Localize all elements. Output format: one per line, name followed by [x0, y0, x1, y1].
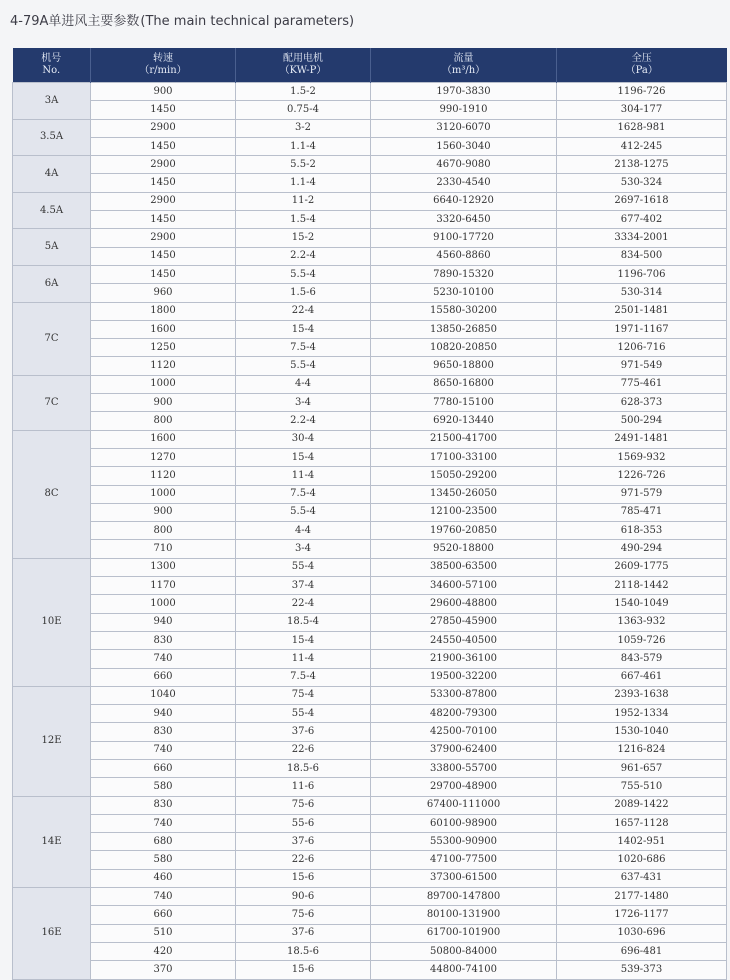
table-row	[13, 540, 727, 558]
motor-cell: 18.5-6	[236, 759, 371, 777]
speed-cell: 1450	[91, 247, 236, 265]
motor-cell: 11-2	[236, 192, 371, 210]
motor-cell: 1.5-4	[236, 211, 371, 229]
pressure-cell: 667-461	[557, 668, 727, 686]
speed-cell: 900	[91, 83, 236, 101]
speed-cell: 1600	[91, 430, 236, 448]
motor-cell: 37-6	[236, 924, 371, 942]
flow-cell: 13850-26850	[371, 320, 557, 338]
motor-cell: 15-6	[236, 961, 371, 979]
pressure-cell: 961-657	[557, 759, 727, 777]
speed-cell: 740	[91, 814, 236, 832]
speed-cell: 1450	[91, 137, 236, 155]
model-number-cell: 6A	[13, 265, 91, 302]
table-row	[13, 485, 727, 503]
table-row	[13, 924, 727, 942]
motor-cell: 2.2-4	[236, 412, 371, 430]
table-body	[13, 83, 727, 980]
table-row	[13, 705, 727, 723]
speed-cell: 1170	[91, 577, 236, 595]
motor-cell: 5.5-2	[236, 156, 371, 174]
speed-cell: 1120	[91, 467, 236, 485]
flow-cell: 34600-57100	[371, 577, 557, 595]
pressure-cell: 2501-1481	[557, 302, 727, 320]
motor-cell: 2.2-4	[236, 247, 371, 265]
speed-cell: 660	[91, 759, 236, 777]
pressure-cell: 696-481	[557, 942, 727, 960]
pressure-cell: 1971-1167	[557, 320, 727, 338]
motor-cell: 0.75-4	[236, 101, 371, 119]
pressure-cell: 1020-686	[557, 851, 727, 869]
pressure-cell: 539-373	[557, 961, 727, 979]
speed-cell: 510	[91, 924, 236, 942]
speed-cell: 680	[91, 833, 236, 851]
pressure-cell: 3334-2001	[557, 229, 727, 247]
page-title	[10, 10, 354, 29]
motor-cell: 30-4	[236, 430, 371, 448]
speed-cell: 420	[91, 942, 236, 960]
motor-cell: 37-6	[236, 833, 371, 851]
model-number-cell: 7C	[13, 375, 91, 430]
pressure-cell: 1628-981	[557, 119, 727, 137]
model-number-cell: 16E	[13, 888, 91, 979]
pressure-cell: 1657-1128	[557, 814, 727, 832]
table-row	[13, 247, 727, 265]
table-row	[13, 869, 727, 887]
flow-cell: 2330-4540	[371, 174, 557, 192]
speed-cell: 2900	[91, 229, 236, 247]
pressure-cell: 1402-951	[557, 833, 727, 851]
motor-cell: 11-4	[236, 467, 371, 485]
speed-cell: 1040	[91, 686, 236, 704]
table-row	[13, 558, 727, 576]
table-row	[13, 942, 727, 960]
pressure-cell: 1059-726	[557, 631, 727, 649]
motor-cell: 37-4	[236, 577, 371, 595]
pressure-cell: 412-245	[557, 137, 727, 155]
table-row	[13, 174, 727, 192]
pressure-cell: 785-471	[557, 503, 727, 521]
motor-cell: 75-6	[236, 906, 371, 924]
flow-cell: 8650-16800	[371, 375, 557, 393]
motor-cell: 5.5-4	[236, 265, 371, 283]
pressure-cell: 755-510	[557, 778, 727, 796]
speed-cell: 900	[91, 503, 236, 521]
speed-cell: 1250	[91, 339, 236, 357]
speed-cell: 2900	[91, 192, 236, 210]
speed-cell: 1450	[91, 174, 236, 192]
speed-cell: 940	[91, 613, 236, 631]
motor-cell: 75-4	[236, 686, 371, 704]
pressure-cell: 1726-1177	[557, 906, 727, 924]
table-row	[13, 577, 727, 595]
flow-cell: 50800-84000	[371, 942, 557, 960]
pressure-cell: 1196-726	[557, 83, 727, 101]
flow-cell: 4560-8860	[371, 247, 557, 265]
flow-cell: 55300-90900	[371, 833, 557, 851]
speed-cell: 2900	[91, 156, 236, 174]
flow-cell: 60100-98900	[371, 814, 557, 832]
speed-cell: 900	[91, 394, 236, 412]
speed-cell: 1120	[91, 357, 236, 375]
pressure-cell: 775-461	[557, 375, 727, 393]
table-row	[13, 320, 727, 338]
motor-cell: 15-6	[236, 869, 371, 887]
model-number-cell: 8C	[13, 430, 91, 558]
pressure-cell: 628-373	[557, 394, 727, 412]
flow-cell: 38500-63500	[371, 558, 557, 576]
flow-cell: 21900-36100	[371, 650, 557, 668]
table-row	[13, 375, 727, 393]
pressure-cell: 834-500	[557, 247, 727, 265]
table-row	[13, 906, 727, 924]
flow-cell: 33800-55700	[371, 759, 557, 777]
table-row	[13, 430, 727, 448]
speed-cell: 2900	[91, 119, 236, 137]
pressure-cell: 971-549	[557, 357, 727, 375]
speed-cell: 740	[91, 650, 236, 668]
table-row	[13, 796, 727, 814]
table-row	[13, 522, 727, 540]
flow-cell: 5230-10100	[371, 284, 557, 302]
header-no: 机号 No.	[13, 48, 91, 83]
pressure-cell: 530-314	[557, 284, 727, 302]
speed-cell: 830	[91, 796, 236, 814]
header-pressure: 全压 （Pa）	[557, 48, 727, 83]
flow-cell: 44800-74100	[371, 961, 557, 979]
speed-cell: 740	[91, 741, 236, 759]
pressure-cell: 971-579	[557, 485, 727, 503]
speed-cell: 460	[91, 869, 236, 887]
motor-cell: 1.5-6	[236, 284, 371, 302]
model-number-cell: 3.5A	[13, 119, 91, 156]
pressure-cell: 2609-1775	[557, 558, 727, 576]
flow-cell: 4670-9080	[371, 156, 557, 174]
speed-cell: 800	[91, 412, 236, 430]
flow-cell: 61700-101900	[371, 924, 557, 942]
table-row	[13, 778, 727, 796]
header-motor: 配用电机 （KW-P）	[236, 48, 371, 83]
motor-cell: 3-4	[236, 394, 371, 412]
table-row	[13, 302, 727, 320]
speed-cell: 940	[91, 705, 236, 723]
table-row	[13, 741, 727, 759]
flow-cell: 29700-48900	[371, 778, 557, 796]
speed-cell: 710	[91, 540, 236, 558]
flow-cell: 24550-40500	[371, 631, 557, 649]
flow-cell: 21500-41700	[371, 430, 557, 448]
parameters-table	[12, 48, 727, 980]
table-row	[13, 265, 727, 283]
motor-cell: 55-4	[236, 558, 371, 576]
pressure-cell: 304-177	[557, 101, 727, 119]
motor-cell: 37-6	[236, 723, 371, 741]
pressure-cell: 2118-1442	[557, 577, 727, 595]
pressure-cell: 1540-1049	[557, 595, 727, 613]
speed-cell: 660	[91, 668, 236, 686]
motor-cell: 1.5-2	[236, 83, 371, 101]
motor-cell: 55-4	[236, 705, 371, 723]
flow-cell: 7890-15320	[371, 265, 557, 283]
flow-cell: 80100-131900	[371, 906, 557, 924]
pressure-cell: 2491-1481	[557, 430, 727, 448]
flow-cell: 67400-111000	[371, 796, 557, 814]
pressure-cell: 618-353	[557, 522, 727, 540]
motor-cell: 11-6	[236, 778, 371, 796]
motor-cell: 1.1-4	[236, 137, 371, 155]
table-row	[13, 759, 727, 777]
pressure-cell: 1206-716	[557, 339, 727, 357]
motor-cell: 7.5-4	[236, 668, 371, 686]
flow-cell: 3120-6070	[371, 119, 557, 137]
table-header-row	[13, 48, 727, 83]
pressure-cell: 2177-1480	[557, 888, 727, 906]
motor-cell: 15-4	[236, 320, 371, 338]
speed-cell: 1600	[91, 320, 236, 338]
flow-cell: 1560-3040	[371, 137, 557, 155]
motor-cell: 3-2	[236, 119, 371, 137]
flow-cell: 15050-29200	[371, 467, 557, 485]
motor-cell: 5.5-4	[236, 357, 371, 375]
speed-cell: 660	[91, 906, 236, 924]
flow-cell: 1970-3830	[371, 83, 557, 101]
pressure-cell: 530-324	[557, 174, 727, 192]
motor-cell: 18.5-4	[236, 613, 371, 631]
model-number-cell: 4A	[13, 156, 91, 193]
table-row	[13, 595, 727, 613]
pressure-cell: 1569-932	[557, 448, 727, 466]
flow-cell: 48200-79300	[371, 705, 557, 723]
flow-cell: 15580-30200	[371, 302, 557, 320]
speed-cell: 1270	[91, 448, 236, 466]
table-row	[13, 83, 727, 101]
pressure-cell: 2697-1618	[557, 192, 727, 210]
table-row	[13, 851, 727, 869]
pressure-cell: 500-294	[557, 412, 727, 430]
speed-cell: 830	[91, 723, 236, 741]
speed-cell: 1300	[91, 558, 236, 576]
pressure-cell: 2393-1638	[557, 686, 727, 704]
flow-cell: 3320-6450	[371, 211, 557, 229]
flow-cell: 6920-13440	[371, 412, 557, 430]
table-row	[13, 357, 727, 375]
motor-cell: 22-4	[236, 302, 371, 320]
pressure-cell: 1952-1334	[557, 705, 727, 723]
table-row	[13, 339, 727, 357]
pressure-cell: 2138-1275	[557, 156, 727, 174]
table-row	[13, 394, 727, 412]
table-row	[13, 448, 727, 466]
flow-cell: 27850-45900	[371, 613, 557, 631]
motor-cell: 15-2	[236, 229, 371, 247]
speed-cell: 1000	[91, 375, 236, 393]
pressure-cell: 1530-1040	[557, 723, 727, 741]
motor-cell: 15-4	[236, 448, 371, 466]
model-number-cell: 4.5A	[13, 192, 91, 229]
flow-cell: 9520-18800	[371, 540, 557, 558]
motor-cell: 4-4	[236, 522, 371, 540]
flow-cell: 89700-147800	[371, 888, 557, 906]
speed-cell: 960	[91, 284, 236, 302]
speed-cell: 740	[91, 888, 236, 906]
flow-cell: 37300-61500	[371, 869, 557, 887]
flow-cell: 7780-15100	[371, 394, 557, 412]
flow-cell: 6640-12920	[371, 192, 557, 210]
table-row	[13, 229, 727, 247]
table-row	[13, 412, 727, 430]
table-row	[13, 467, 727, 485]
table-row	[13, 833, 727, 851]
pressure-cell: 1030-696	[557, 924, 727, 942]
model-number-cell: 10E	[13, 558, 91, 686]
pressure-cell: 677-402	[557, 211, 727, 229]
header-speed: 转速 （r/min）	[91, 48, 236, 83]
table-row	[13, 888, 727, 906]
flow-cell: 10820-20850	[371, 339, 557, 357]
speed-cell: 1450	[91, 101, 236, 119]
pressure-cell: 1216-824	[557, 741, 727, 759]
motor-cell: 5.5-4	[236, 503, 371, 521]
speed-cell: 1800	[91, 302, 236, 320]
pressure-cell: 490-294	[557, 540, 727, 558]
model-number-cell: 12E	[13, 686, 91, 796]
table-row	[13, 137, 727, 155]
header-flow: 流量 （m³/h）	[371, 48, 557, 83]
pressure-cell: 637-431	[557, 869, 727, 887]
flow-cell: 990-1910	[371, 101, 557, 119]
flow-cell: 12100-23500	[371, 503, 557, 521]
flow-cell: 47100-77500	[371, 851, 557, 869]
model-number-cell: 3A	[13, 83, 91, 120]
table-row	[13, 211, 727, 229]
speed-cell: 580	[91, 778, 236, 796]
pressure-cell: 843-579	[557, 650, 727, 668]
motor-cell: 22-4	[236, 595, 371, 613]
motor-cell: 22-6	[236, 851, 371, 869]
flow-cell: 29600-48800	[371, 595, 557, 613]
flow-cell: 53300-87800	[371, 686, 557, 704]
table-row	[13, 650, 727, 668]
motor-cell: 7.5-4	[236, 485, 371, 503]
table-row	[13, 686, 727, 704]
model-number-cell: 5A	[13, 229, 91, 266]
motor-cell: 4-4	[236, 375, 371, 393]
flow-cell: 13450-26050	[371, 485, 557, 503]
flow-cell: 19500-32200	[371, 668, 557, 686]
pressure-cell: 2089-1422	[557, 796, 727, 814]
motor-cell: 3-4	[236, 540, 371, 558]
motor-cell: 1.1-4	[236, 174, 371, 192]
flow-cell: 37900-62400	[371, 741, 557, 759]
speed-cell: 800	[91, 522, 236, 540]
table-row	[13, 814, 727, 832]
motor-cell: 18.5-6	[236, 942, 371, 960]
motor-cell: 55-6	[236, 814, 371, 832]
table-row	[13, 503, 727, 521]
flow-cell: 17100-33100	[371, 448, 557, 466]
pressure-cell: 1363-932	[557, 613, 727, 631]
speed-cell: 580	[91, 851, 236, 869]
model-number-cell: 14E	[13, 796, 91, 887]
motor-cell: 7.5-4	[236, 339, 371, 357]
pressure-cell: 1226-726	[557, 467, 727, 485]
table-row	[13, 284, 727, 302]
table-row	[13, 613, 727, 631]
table-row	[13, 101, 727, 119]
table-row	[13, 192, 727, 210]
motor-cell: 15-4	[236, 631, 371, 649]
speed-cell: 1000	[91, 595, 236, 613]
table-row	[13, 668, 727, 686]
table-row	[13, 119, 727, 137]
flow-cell: 9650-18800	[371, 357, 557, 375]
table-row	[13, 723, 727, 741]
motor-cell: 90-6	[236, 888, 371, 906]
motor-cell: 11-4	[236, 650, 371, 668]
page-title-en: (The main technical parameters)	[140, 14, 355, 29]
motor-cell: 75-6	[236, 796, 371, 814]
speed-cell: 1450	[91, 265, 236, 283]
table-row	[13, 631, 727, 649]
page-title-zh: 4-79A单进风主要参数	[10, 14, 140, 29]
speed-cell: 1450	[91, 211, 236, 229]
table-row	[13, 156, 727, 174]
flow-cell: 19760-20850	[371, 522, 557, 540]
flow-cell: 42500-70100	[371, 723, 557, 741]
speed-cell: 370	[91, 961, 236, 979]
pressure-cell: 1196-706	[557, 265, 727, 283]
model-number-cell: 7C	[13, 302, 91, 375]
motor-cell: 22-6	[236, 741, 371, 759]
speed-cell: 830	[91, 631, 236, 649]
flow-cell: 9100-17720	[371, 229, 557, 247]
speed-cell: 1000	[91, 485, 236, 503]
